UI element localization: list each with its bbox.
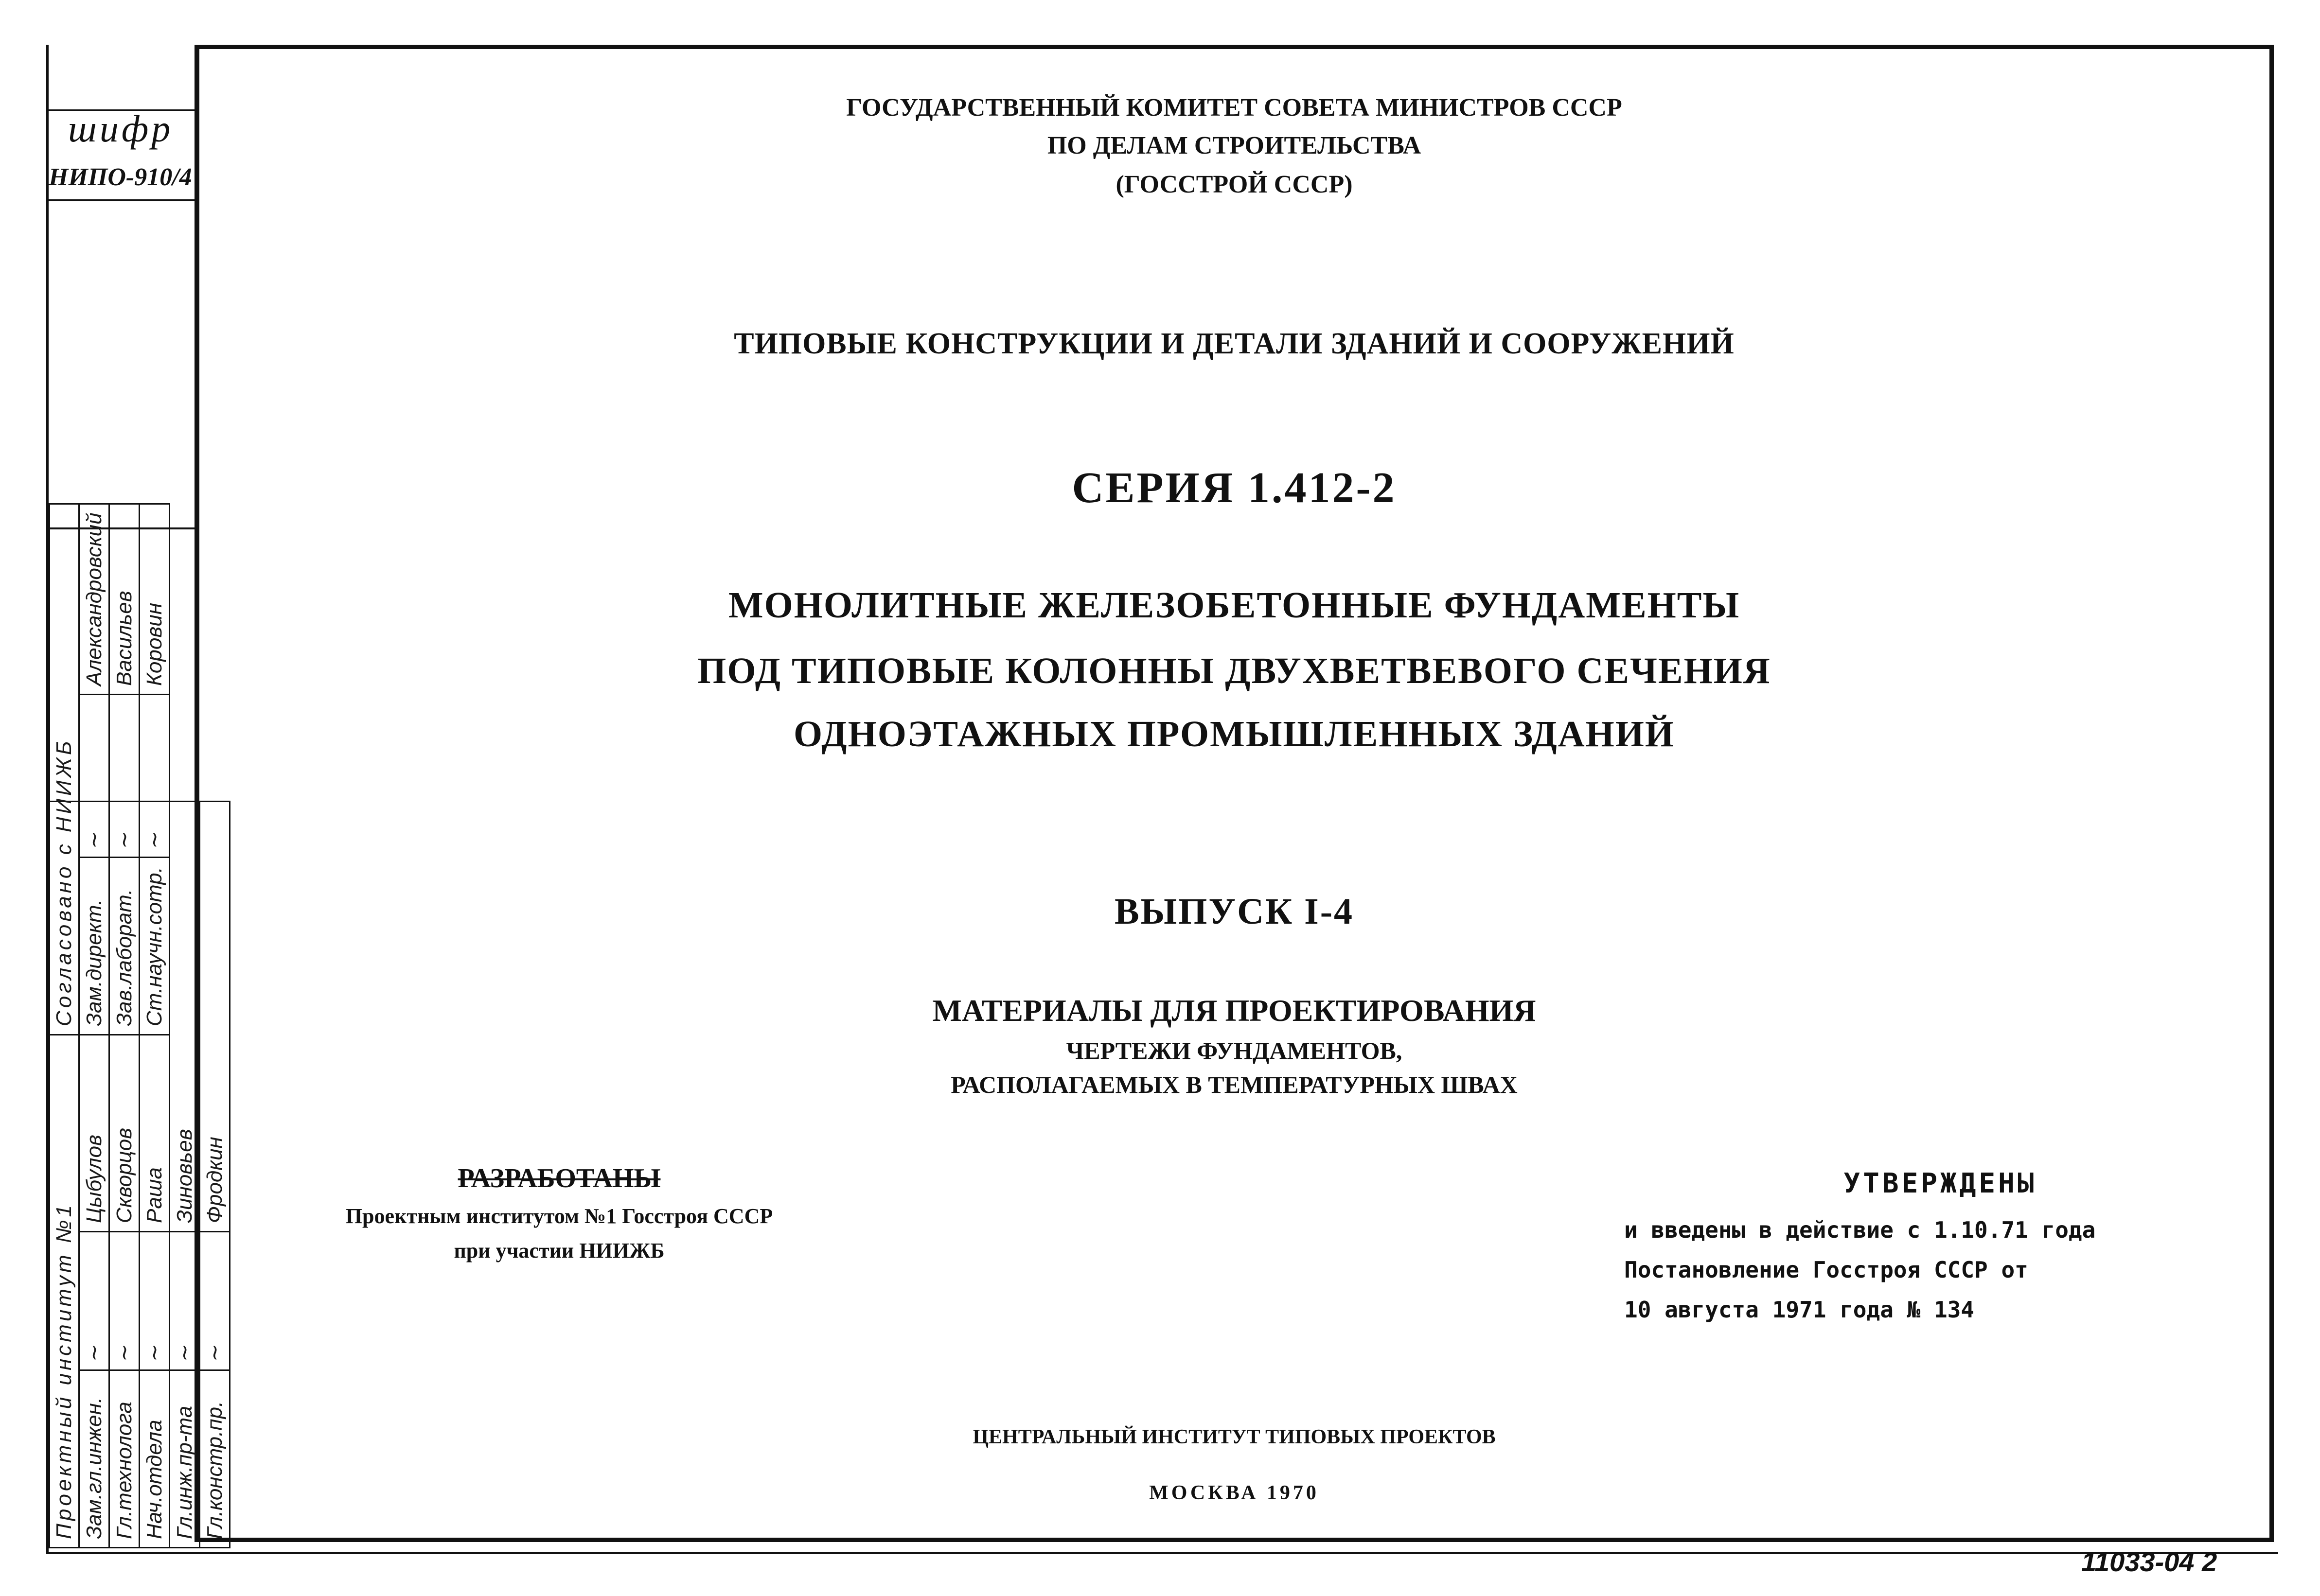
signature: ~ <box>109 695 140 858</box>
approval-name: Раша <box>140 802 170 1232</box>
approved-line-1: и введены в действие с 1.10.71 года <box>1624 1217 2096 1243</box>
signature: ~ <box>140 1232 170 1370</box>
title-line-2: ПОД ТИПОВЫЕ КОЛОННЫ ДВУХВЕТВЕВОГО СЕЧЕНИЯ <box>697 650 1771 691</box>
title-line-1: МОНОЛИТНЫЕ ЖЕЛЕЗОБЕТОННЫЕ ФУНДАМЕНТЫ <box>728 585 1740 626</box>
approval-role: Зам.гл.инжен. <box>79 1370 109 1548</box>
approval-name: Зиновьев <box>170 802 200 1232</box>
publisher-name: ЦЕНТРАЛЬНЫЙ ИНСТИТУТ ТИПОВЫХ ПРОЕКТОВ <box>973 1426 1496 1448</box>
title-line-3: ОДНОЭТАЖНЫХ ПРОМЫШЛЕННЫХ ЗДАНИЙ <box>793 714 1675 754</box>
ministry-line-2: ПО ДЕЛАМ СТРОИТЕЛЬСТВА <box>1047 132 1421 159</box>
signature: ~ <box>79 1232 109 1370</box>
approval-role: Зав.лаборат. <box>109 858 140 1035</box>
strip-divider <box>46 199 195 201</box>
approval-name: Цыбулов <box>79 802 109 1232</box>
approved-block <box>1624 1168 2256 1323</box>
ministry-line-1: ГОСУДАРСТВЕННЫЙ КОМИТЕТ СОВЕТА МИНИСТРОВ СССР <box>846 94 1622 122</box>
signature: ~ <box>200 1232 230 1370</box>
approved-line-3: 10 августа 1971 года № 134 <box>1624 1297 1975 1323</box>
developed-line-2: при участии НИИЖБ <box>454 1239 665 1263</box>
approval-right-header: Согласовано с НИИЖБ <box>50 504 79 1035</box>
shifr-label: шифр <box>68 107 174 150</box>
approval-name: Фродкин <box>200 802 230 1232</box>
content-area <box>195 45 2274 1542</box>
approval-role: Нач.отдела <box>140 1370 170 1548</box>
approval-role: Ст.научн.сотр. <box>140 858 170 1035</box>
signature: ~ <box>109 1232 140 1370</box>
signature: ~ <box>79 695 109 858</box>
signature: ~ <box>170 1232 200 1370</box>
materials-heading: МАТЕРИАЛЫ ДЛЯ ПРОЕКТИРОВАНИЯ <box>932 993 1536 1028</box>
ministry-line-3: (ГОССТРОЙ СССР) <box>1116 171 1353 198</box>
approved-line-2: Постановление Госстроя СССР от <box>1624 1257 2028 1283</box>
approval-role: Гл.технолога <box>109 1370 140 1548</box>
developed-block <box>243 1163 875 1263</box>
sheet-number: 11033-04 2 <box>2081 1546 2217 1577</box>
approval-role: Зам.директ. <box>79 858 109 1035</box>
approved-heading: УТВЕРЖДЕНЫ <box>1843 1168 2037 1199</box>
approval-name: Александровский <box>79 504 109 695</box>
developed-heading: РАЗРАБОТАНЫ <box>458 1163 661 1193</box>
frame-bottom-line <box>46 1552 2278 1554</box>
series-number: СЕРИЯ 1.412-2 <box>1072 464 1397 512</box>
approval-role: Гл.инж.пр-та <box>170 1370 200 1548</box>
approval-name: Скворцов <box>109 802 140 1232</box>
materials-subtitle-1: ЧЕРТЕЖИ ФУНДАМЕНТОВ, <box>1066 1037 1402 1064</box>
approval-name: Васильев <box>109 504 140 695</box>
issue-number: ВЫПУСК I-4 <box>1114 891 1354 932</box>
developed-line-1: Проектным институтом №1 Госстроя СССР <box>345 1204 773 1228</box>
approval-role: Гл.констр.пр. <box>200 1370 230 1548</box>
approval-right-table <box>49 503 170 1035</box>
approval-name: Коровин <box>140 504 170 695</box>
materials-subtitle-2: РАСПОЛАГАЕМЫХ В ТЕМПЕРАТУРНЫХ ШВАХ <box>951 1071 1518 1098</box>
collection-title: ТИПОВЫЕ КОНСТРУКЦИИ И ДЕТАЛИ ЗДАНИЙ И СООРУЖЕНИЙ <box>734 327 1735 360</box>
shifr-code: НИПО-910/4 <box>49 163 192 191</box>
signature: ~ <box>140 695 170 858</box>
approval-right-block <box>49 503 170 1035</box>
publisher-city-year: МОСКВА 1970 <box>1149 1482 1319 1504</box>
approval-left-header: Проектный институт №1 <box>50 802 79 1548</box>
